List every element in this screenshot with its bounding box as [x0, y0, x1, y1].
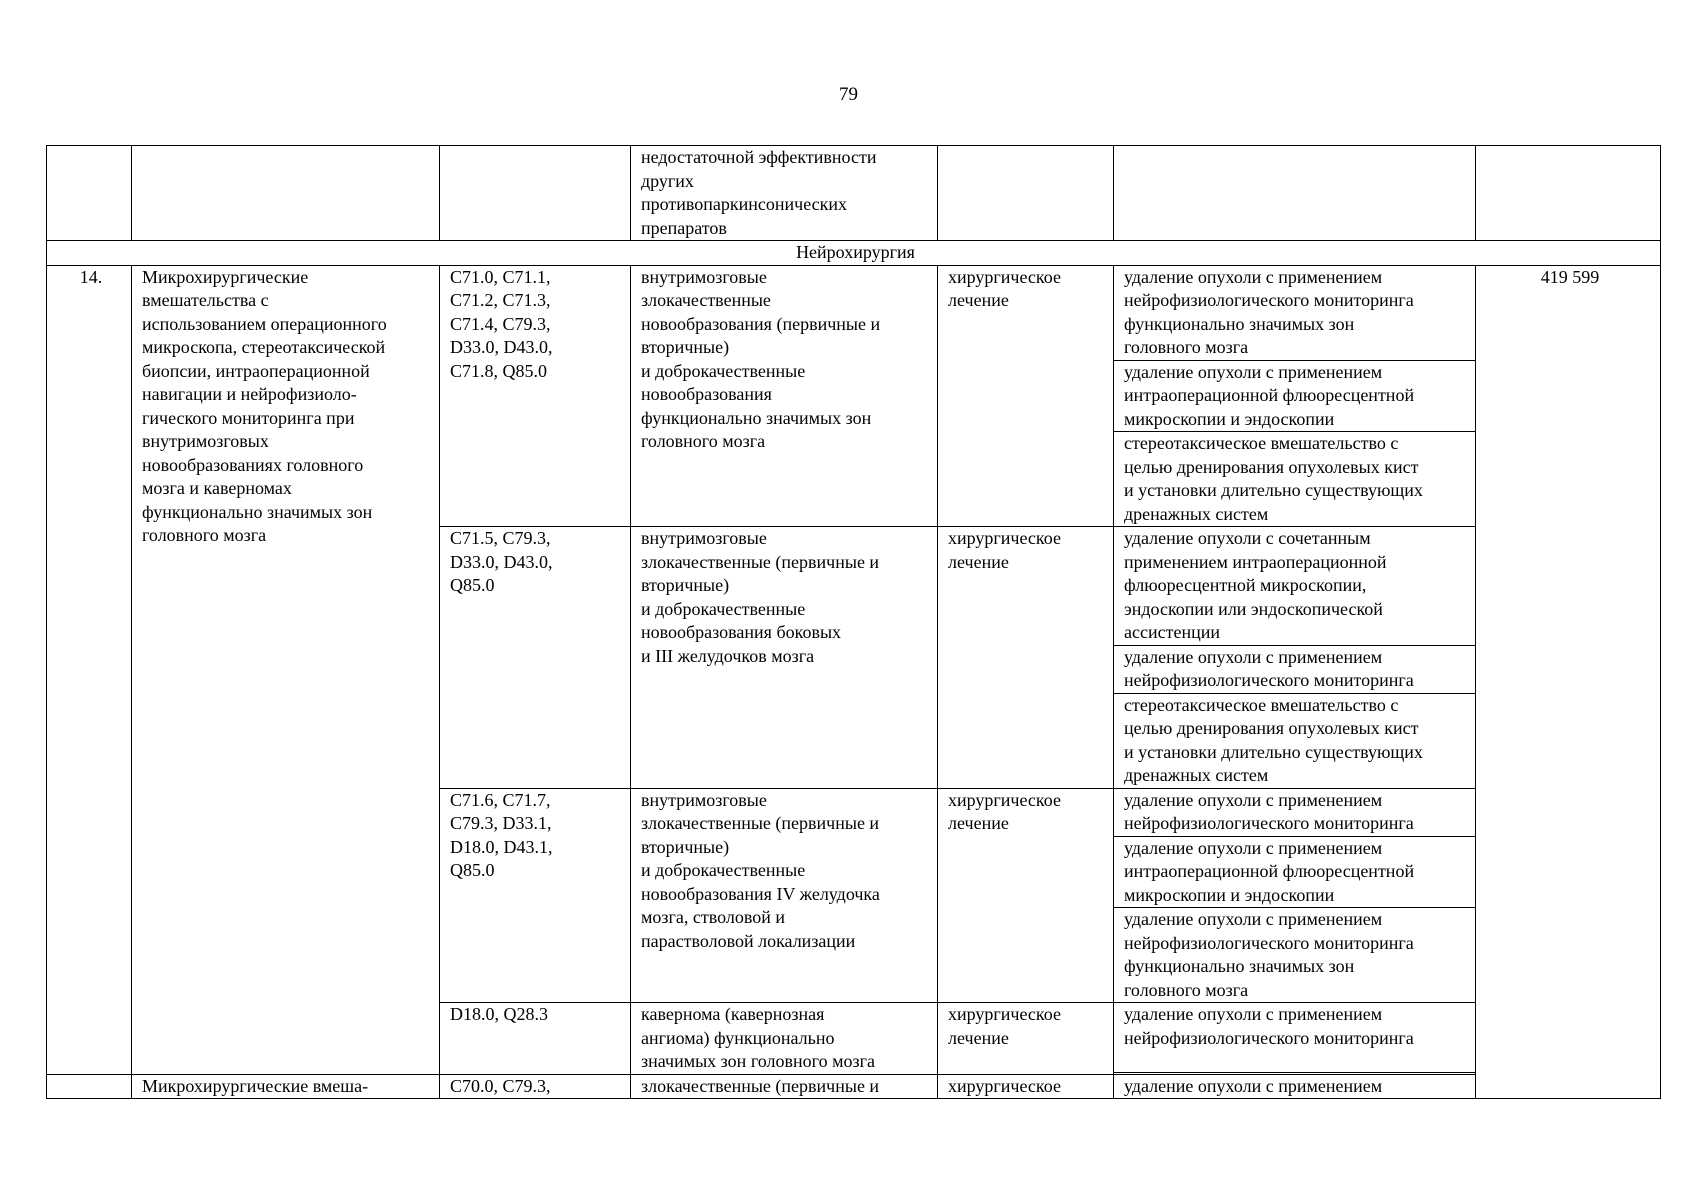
- disease-cell: недостаточной эффективности других противопаркинсонических препаратов: [631, 146, 938, 241]
- disease-cell: кавернома (кавернозная ангиома) функционально значимых зон головного мозга: [631, 1003, 938, 1075]
- continuation-row: [47, 146, 1661, 241]
- method-cell: стереотаксическое вмешательство с целью дренирования опухолевых кист и установки длительно существующих дренажных систем: [1114, 432, 1476, 527]
- empty-cell: [132, 146, 440, 241]
- icd-codes-next: C70.0, C79.3,: [440, 1074, 631, 1099]
- item-number: 14.: [47, 265, 132, 1074]
- table-row-next: [47, 1074, 1661, 1099]
- disease-cell: внутримозговые злокачественные (первичные и вторичные) и доброкачественные новообразования IV желудочка мозга, стволовой и парастволовой локализации: [631, 788, 938, 1003]
- treatment-cell: хирургическое лечение: [938, 788, 1114, 1003]
- method-cell: удаление опухоли с применением интраоперационной флюоресцентной микроскопии и эндоскопии: [1114, 836, 1476, 908]
- method-cell: удаление опухоли с применением нейрофизиологического мониторинга: [1114, 1003, 1476, 1073]
- empty-cell: [440, 146, 631, 241]
- item-name-next: Микрохирургические вмеша-: [132, 1074, 440, 1099]
- section-header-row: [47, 241, 1661, 266]
- treatment-cell: хирургическое лечение: [938, 265, 1114, 527]
- empty-cell: [47, 146, 132, 241]
- icd-codes: C71.6, C71.7, C79.3, D33.1, D18.0, D43.1, Q85.0: [440, 788, 631, 1003]
- empty-cell: [1114, 146, 1476, 241]
- method-cell: удаление опухоли с применением нейрофизиологического мониторинга функционально значимых зон головного мозга: [1114, 265, 1476, 360]
- icd-codes: C71.0, C71.1, C71.2, C71.3, C71.4, C79.3, D33.0, D43.0, C71.8, Q85.0: [440, 265, 631, 527]
- method-cell: удаление опухоли с применением нейрофизиологического мониторинга: [1114, 788, 1476, 836]
- empty-cell: [1476, 146, 1661, 241]
- table-row: [47, 265, 1661, 360]
- price-cell: 419 599: [1476, 265, 1661, 1099]
- item-name: Микрохирургические вмешательства с использованием операционного микроскопа, стереотаксической биопсии, интраоперационной навигации и нейрофизиоло- гического мониторинга при внутримозговых новообразованиях головного мозга и каверномах функционально значимых зон головного мозга: [132, 265, 440, 1074]
- method-cell: удаление опухоли с применением интраоперационной флюоресцентной микроскопии и эндоскопии: [1114, 360, 1476, 432]
- page-number: 79: [839, 84, 858, 105]
- disease-cell: внутримозговые злокачественные новообразования (первичные и вторичные) и доброкачественные новообразования функционально значимых зон головного мозга: [631, 265, 938, 527]
- treatment-cell: хирургическое лечение: [938, 527, 1114, 789]
- method-cell: стереотаксическое вмешательство с целью дренирования опухолевых кист и установки длительно существующих дренажных систем: [1114, 693, 1476, 788]
- treatment-cell-next: хирургическое: [938, 1074, 1114, 1099]
- section-title: Нейрохирургия: [47, 241, 1661, 266]
- icd-codes: D18.0, Q28.3: [440, 1003, 631, 1075]
- method-cell: удаление опухоли с применением нейрофизиологического мониторинга функционально значимых зон головного мозга: [1114, 908, 1476, 1003]
- disease-cell-next: злокачественные (первичные и: [631, 1074, 938, 1099]
- medical-services-table: [46, 145, 1661, 1099]
- treatment-cell: хирургическое лечение: [938, 1003, 1114, 1075]
- method-cell-next: удаление опухоли с применением: [1114, 1074, 1476, 1099]
- empty-cell: [938, 146, 1114, 241]
- icd-codes: C71.5, C79.3, D33.0, D43.0, Q85.0: [440, 527, 631, 789]
- empty-cell: [47, 1074, 132, 1099]
- method-cell: удаление опухоли с сочетанным применением интраоперационной флюоресцентной микроскопии, эндоскопии или эндоскопической ассистенции: [1114, 527, 1476, 646]
- method-cell: удаление опухоли с применением нейрофизиологического мониторинга: [1114, 645, 1476, 693]
- disease-cell: внутримозговые злокачественные (первичные и вторичные) и доброкачественные новообразования боковых и III желудочков мозга: [631, 527, 938, 789]
